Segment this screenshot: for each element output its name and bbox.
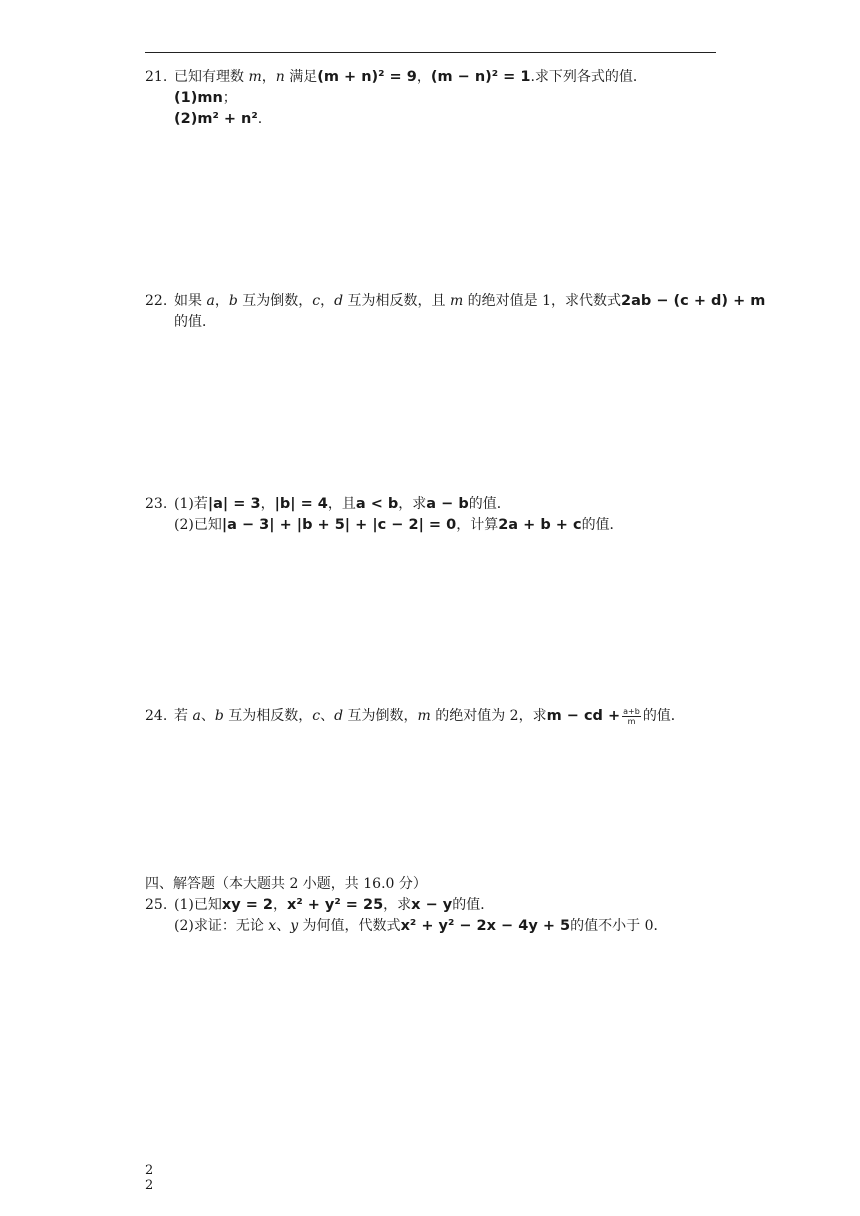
question-number: 24. bbox=[145, 708, 168, 724]
section-heading: 四、解答题（本大题共 2 小题，共 16.0 分） bbox=[145, 876, 427, 892]
question-number: 23. bbox=[145, 496, 168, 512]
question-25 bbox=[145, 895, 720, 937]
question-23 bbox=[145, 494, 720, 536]
question-21-line-1: 21. 已知有理数 m，n 满足(m + n)² = 9，(m − n)² = 1.求下列各式的值． bbox=[145, 67, 720, 88]
page-number: 2 bbox=[145, 1163, 154, 1178]
fraction-numerator: a+b bbox=[623, 706, 640, 716]
question-23-part-2: (2)已知|a − 3| + |b + 5| + |c − 2| = 0，计算2a + b + c的值． bbox=[174, 517, 624, 533]
question-22-line-1: 22. 如果 a，b 互为倒数，c，d 互为相反数，且 m 的绝对值是 1，求代数式2ab − (c + d) + m bbox=[145, 291, 720, 312]
question-23-part-1: 23. (1)若|a| = 3，|b| = 4，且a < b，求a − b的值． bbox=[145, 494, 720, 515]
fraction bbox=[622, 707, 641, 726]
question-22 bbox=[145, 291, 766, 333]
question-number: 21. bbox=[145, 69, 168, 85]
question-25-part-1: 25. (1)已知xy = 2，x² + y² = 25，求x − y的值． bbox=[145, 895, 720, 916]
page-footer bbox=[145, 1163, 153, 1193]
question-number: 22. bbox=[145, 293, 168, 309]
question-24 bbox=[145, 706, 720, 727]
header-rule bbox=[145, 52, 716, 53]
fraction-denominator: m bbox=[627, 716, 636, 726]
math-expression: m − cd + bbox=[546, 708, 621, 724]
math-expression: (m + n)² = 9 bbox=[317, 69, 417, 85]
question-25-part-2: (2)求证：无论 x、y 为何值，代数式x² + y² − 2x − 4y + 5的值不小于 0． bbox=[174, 918, 668, 934]
question-number: 25. bbox=[145, 897, 168, 913]
question-24-line-1: 24. 若 a、b 互为相反数，c、d 互为倒数，m 的绝对值为 2，求m − cd + $\frac{a+b}{m}$ 的值． bbox=[145, 706, 685, 726]
question-21-part-2: (2)m² + n². bbox=[174, 111, 263, 127]
question-21-part-1: (1)mn； bbox=[174, 90, 237, 106]
page-number: 2 bbox=[145, 1178, 154, 1193]
question-21 bbox=[145, 67, 720, 130]
math-expression: 2ab − (c + d) + m bbox=[621, 293, 766, 309]
question-22-line-2: 的值． bbox=[174, 314, 216, 330]
math-expression: (m − n)² = 1 bbox=[430, 69, 531, 85]
